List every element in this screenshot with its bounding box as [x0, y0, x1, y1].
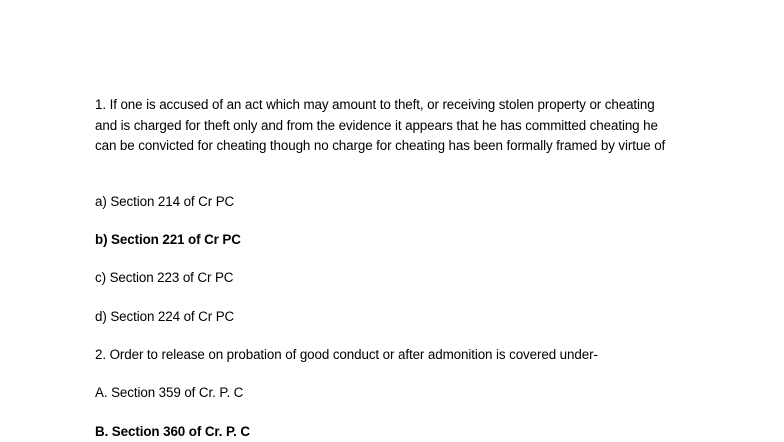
- question-2-option-b: B. Section 360 of Cr. P. C: [95, 424, 250, 439]
- question-1-option-b: b) Section 221 of Cr PC: [95, 232, 241, 247]
- question-1-option-a: a) Section 214 of Cr PC: [95, 194, 235, 209]
- quiz-content: [95, 95, 675, 439]
- question-2-option-a: A. Section 359 of Cr. P. C: [95, 385, 244, 400]
- question-2-text: 2. Order to release on probation of good conduct or after admonition is covered under-: [95, 347, 598, 362]
- question-1-option-c: c) Section 223 of Cr PC: [95, 270, 234, 285]
- question-1-option-d: d) Section 224 of Cr PC: [95, 309, 235, 324]
- question-1-text: 1. If one is accused of an act which may amount to theft, or receiving stolen property or cheating and is charged for theft only and from the evidence it appears that he has committed cheating he can be convicted for cheating though no charge for cheating has been formally framed by virtue of: [95, 97, 666, 153]
